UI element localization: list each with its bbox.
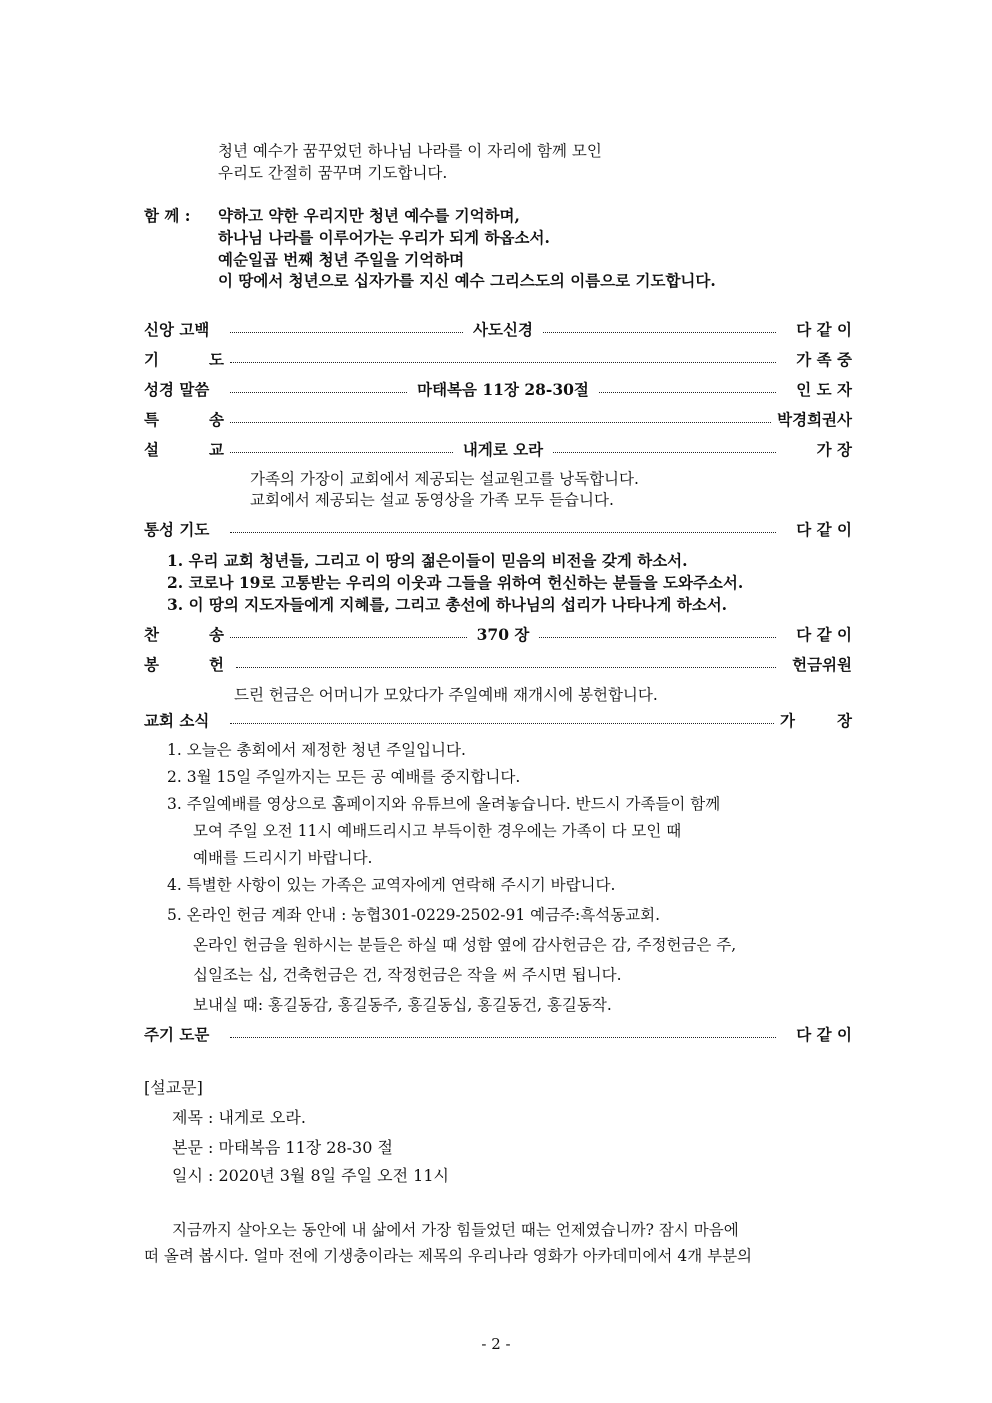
order-hymn [144, 623, 852, 645]
order-label [144, 438, 224, 460]
news-item-3: 3. 주일예배를 영상으로 홈페이지와 유튜브에 올려놓습니다. 반드시 가족들이 함께 [167, 795, 721, 813]
together-line-3: 예순일곱 번째 청년 주일을 기억하며 [218, 250, 465, 269]
order-label: 신앙 고백 [144, 320, 210, 339]
label-char: 기 [144, 350, 159, 369]
order-label: 교회 소식 [144, 711, 210, 730]
news-item-4: 4. 특별한 사항이 있는 가족은 교역자에게 연락해 주시기 바랍니다. [167, 876, 616, 894]
label-char: 설 [144, 440, 159, 459]
together-label: 함 께 : [144, 206, 191, 225]
leader-dots [539, 637, 776, 638]
together-line-4: 이 땅에서 청년으로 십자가를 지신 예수 그리스도의 이름으로 기도합니다. [218, 271, 716, 290]
intercession-item-2: 2. 코로나 19로 고통받는 우리의 이웃과 그들을 위하여 헌신하는 분들을 도와주소서. [167, 573, 744, 592]
news-item-5-cont: 십일조는 십, 건축헌금은 건, 작정헌금은 작을 써 주시면 됩니다. [193, 966, 622, 984]
label-char: 봉 [144, 655, 159, 674]
order-middle: 370 장 [476, 625, 530, 644]
leader-dots [236, 667, 776, 668]
news-item-5-cont: 보내실 때: 홍길동감, 홍길동주, 홍길동십, 홍길동건, 홍길동작. [193, 996, 612, 1014]
together-line-1: 약하고 약한 우리지만 청년 예수를 기억하며, [218, 206, 520, 225]
news-item-3-cont: 예배를 드리시기 바랍니다. [193, 849, 373, 867]
leader-dots [230, 452, 453, 453]
order-label [144, 348, 224, 370]
news-item-5-cont: 온라인 헌금을 원하시는 분들은 하실 때 성함 옆에 감사헌금은 감, 주정헌금은 주, [193, 936, 737, 954]
sermon-note-2: 교회에서 제공되는 설교 동영상을 가족 모두 듣습니다. [250, 491, 614, 509]
order-right [780, 709, 852, 731]
sermon-scripture: 본문 : 마태복음 11장 28-30 절 [172, 1138, 393, 1157]
intercession-item-3: 3. 이 땅의 지도자들에게 지혜를, 그리고 총선에 하나님의 섭리가 나타나게 하소서. [167, 595, 728, 614]
order-label: 성경 말씀 [144, 380, 210, 399]
label-char: 찬 [144, 625, 159, 644]
order-label: 주기 도문 [144, 1025, 210, 1044]
order-news [144, 709, 852, 731]
order-middle: 마태복음 11장 28-30절 [417, 380, 589, 399]
order-sermon [144, 438, 852, 460]
sermon-body-line: 떠 올려 봅시다. 얼마 전에 기생충이라는 제목의 우리나라 영화가 아카데미에서 4개 부분의 [144, 1247, 753, 1265]
news-item-1: 1. 오늘은 총회에서 제정한 청년 주일입니다. [167, 741, 466, 759]
order-middle: 내게로 오라 [462, 440, 544, 459]
label-char: 송 [209, 410, 224, 429]
label-char: 헌 [209, 655, 224, 674]
leader-dots [230, 532, 776, 533]
leader-dots [543, 332, 776, 333]
order-label [144, 653, 224, 675]
news-item-5: 5. 온라인 헌금 계좌 안내 : 농협301-0229-2502-91 예금주:흑석동교회. [167, 906, 661, 924]
label-char: 교 [209, 440, 224, 459]
order-label [144, 408, 224, 430]
order-offering [144, 653, 852, 675]
order-right: 다 같 이 [796, 520, 852, 539]
order-right: 박경희권사 [777, 410, 852, 429]
order-right: 다 같 이 [796, 320, 852, 339]
order-right: 가 족 중 [796, 350, 852, 369]
leader-dots [230, 1037, 776, 1038]
order-creed [144, 318, 852, 340]
label-char: 특 [144, 410, 159, 429]
order-special [144, 408, 852, 430]
sermon-title [172, 1108, 306, 1128]
right-char: 장 [837, 711, 852, 730]
offering-note: 드린 헌금은 어머니가 모았다가 주일예배 재개시에 봉헌합니다. [234, 686, 658, 704]
leader-dots [553, 452, 776, 453]
order-right: 다 같 이 [796, 1025, 852, 1044]
order-right: 다 같 이 [796, 625, 853, 644]
prayer-line-1: 청년 예수가 꿈꾸었던 하나님 나라를 이 자리에 함께 모인 [218, 142, 602, 160]
label-char: 도 [209, 350, 224, 369]
news-item-3-cont: 모여 주일 오전 11시 예배드리시고 부득이한 경우에는 가족이 다 모인 때 [193, 822, 682, 840]
order-label: 통성 기도 [144, 520, 210, 539]
intercession-item-1: 1. 우리 교회 청년들, 그리고 이 땅의 젊은이들이 믿음의 비전을 갖게 하소서. [167, 551, 688, 570]
order-right: 헌금위원 [792, 655, 852, 674]
sermon-note-1: 가족의 가장이 교회에서 제공되는 설교원고를 낭독합니다. [250, 470, 639, 488]
sermon-date: 일시 : 2020년 3월 8일 주일 오전 11시 [172, 1166, 449, 1185]
sermon-heading: [설교문] [144, 1078, 203, 1097]
leader-dots [599, 392, 776, 393]
order-scripture [144, 378, 852, 400]
leader-dots [230, 332, 463, 333]
right-char: 가 [780, 711, 795, 730]
news-item-2: 2. 3월 15일 주일까지는 모든 공 예배를 중지합니다. [167, 768, 521, 786]
order-right: 가 장 [816, 440, 853, 459]
sermon-body-line: 지금까지 살아오는 동안에 내 삶에서 가장 힘들었던 때는 언제였습니까? 잠시 마음에 [172, 1221, 739, 1239]
leader-dots [230, 392, 407, 393]
sermon-title-text: 제목 : 내게로 오라. [172, 1108, 306, 1127]
together-line-2: 하나님 나라를 이루어가는 우리가 되게 하옵소서. [218, 228, 550, 247]
leader-dots [230, 422, 771, 423]
order-prayer [144, 348, 852, 370]
order-middle: 사도신경 [473, 320, 533, 339]
leader-dots [230, 362, 776, 363]
page-number: - 2 - [481, 1335, 511, 1353]
order-lords-prayer [144, 1023, 852, 1045]
order-label [144, 623, 224, 645]
leader-dots [230, 723, 774, 724]
order-right: 인 도 자 [796, 380, 852, 399]
label-char: 송 [209, 625, 224, 644]
leader-dots [230, 637, 467, 638]
prayer-line-2: 우리도 간절히 꿈꾸며 기도합니다. [218, 164, 448, 182]
order-intercession [144, 518, 852, 540]
